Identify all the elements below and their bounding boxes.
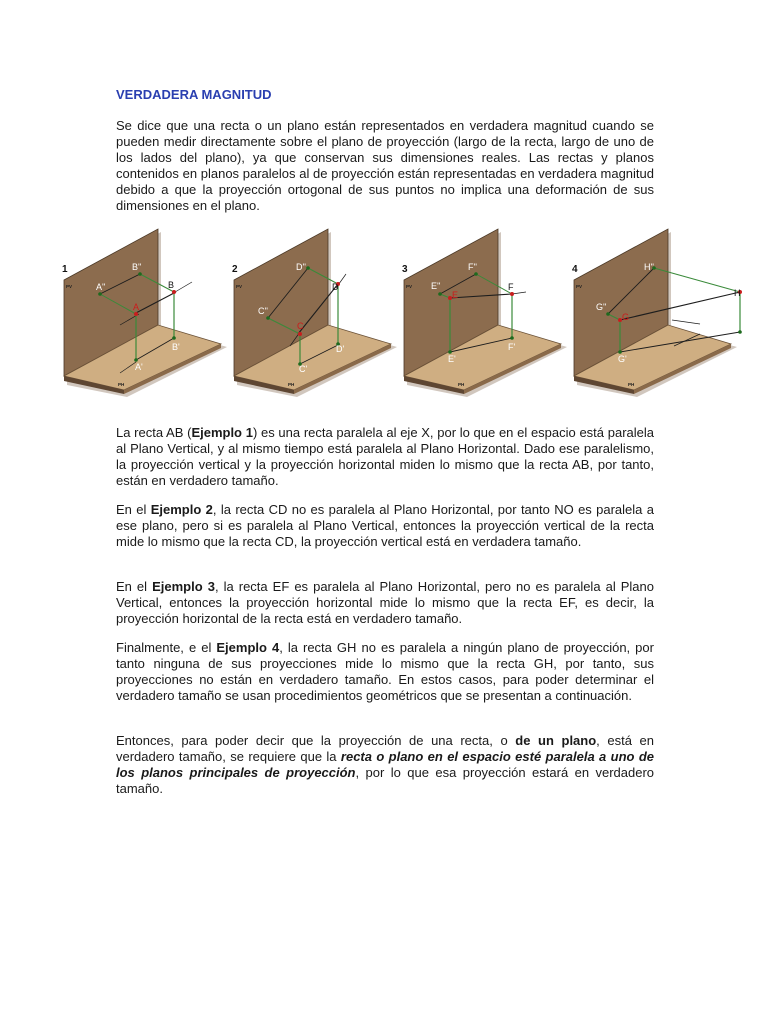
label-g-vertical: G'' (596, 302, 607, 312)
label-e-horizontal: E' (448, 354, 456, 364)
pv-label: PV (66, 284, 73, 289)
label-b-horizontal: B' (172, 342, 180, 352)
paragraph-text: En el (116, 579, 153, 594)
figure-number: 2 (232, 264, 238, 275)
pv-label: PV (236, 284, 243, 289)
pv-label: PV (576, 284, 583, 289)
intro-paragraph: Se dice que una recta o un plano están representados en verdadera magnitud cuando se pueden medir directamente sobre el plano de proyección (largo de la recta, largo de uno de los lados del plano), ya que conservan sus dimensiones reales. Las rectas y planos contenidos en planos paralelos al de proyección están representadas en verdadera magnitud debido a que la proyección ortogonal de sus puntos no implica una deformación de sus dimensiones en el plano. (116, 118, 654, 213)
figure-2-diagram (228, 222, 394, 394)
page-title: VERDADERA MAGNITUD (116, 87, 272, 102)
bold-text: Ejemplo 1 (191, 425, 253, 440)
figure-number: 1 (62, 264, 68, 275)
figure-1-diagram (58, 222, 224, 394)
bold-text: Ejemplo 4 (216, 640, 280, 655)
paragraph-text: , la recta EF es paralela al Plano Horizontal, pero no es paralela al Plano Vertical, entonces la proyección horizontal mide lo mismo que la recta EF, es decir, la proyección horizontal de la recta está en verdadero tamaño. (116, 579, 654, 626)
label-b: B (168, 280, 175, 290)
paragraph-text: , la recta GH no es paralela a ningún plano de proyección, por tanto ninguna de sus proyecciones mide lo mismo que la recta GH, por tanto, sus proyecciones no están en verdadero tamaño. En estos casos, para poder determinar el verdadero tamaño se usan procedimientos geométricos que se presentan a continuación. (116, 640, 654, 703)
paragraph-example-4 (116, 640, 654, 704)
pv-label: PV (406, 284, 413, 289)
bold-text: Ejemplo 3 (152, 579, 215, 594)
label-g-horizontal: G' (618, 354, 627, 364)
label-b-vertical: B'' (132, 262, 142, 272)
figure-number: 3 (402, 264, 408, 275)
label-c-vertical: C'' (258, 306, 268, 316)
label-f-horizontal: F' (508, 342, 516, 352)
bold-italic-text: recta o plano en el espacio esté paralela a uno de los planos principales de proyección (116, 749, 654, 780)
paragraph-text: La recta AB ( (116, 425, 192, 440)
paragraph-example-1 (116, 425, 654, 489)
figure-3-diagram (398, 222, 564, 394)
label-h: H (734, 288, 741, 298)
figure-number: 4 (572, 264, 578, 275)
bold-text: de un plano (515, 733, 597, 748)
figure-3 (398, 222, 564, 394)
paragraph-text: , la recta CD no es paralela al Plano Horizontal, por tanto NO es paralela a ese plano, pero si es paralela al Plano Vertical, entonces la proyección vertical de la recta mide lo mismo que la recta CD, la proyección vertical está en verdadera tamaño. (116, 502, 654, 549)
figures-row (58, 222, 741, 394)
bold-text: Ejemplo 2 (150, 502, 213, 517)
label-h-vertical: H'' (644, 262, 654, 272)
label-e-vertical: E'' (431, 281, 441, 291)
figure-2 (228, 222, 394, 394)
figure-1 (58, 222, 224, 394)
label-d-horizontal: D' (336, 344, 345, 354)
label-f: F (508, 282, 514, 292)
figure-4 (568, 222, 741, 394)
paragraph-text: ) es una recta paralela al eje X, por lo que en el espacio está paralela al Plano Vertical, y al mismo tiempo está paralela al Plano Horizontal. Dado ese paralelismo, la proyección vertical y la proyección horizontal miden lo mismo que la recta AB, por tanto, están en verdadero tamaño. (116, 425, 654, 488)
label-f-vertical: F'' (468, 262, 477, 272)
label-a-vertical: A'' (96, 282, 106, 292)
paragraph-text: , por lo que esa proyección estará en verdadero tamaño. (116, 765, 655, 796)
label-c-horizontal: C' (299, 364, 308, 374)
label-e: E (452, 290, 459, 300)
label-g: G (622, 312, 630, 322)
figure-4-diagram (568, 222, 741, 394)
ph-label: PH (118, 382, 125, 387)
ph-label: PH (288, 382, 295, 387)
ph-label: PH (628, 382, 635, 387)
label-c: C (297, 321, 304, 331)
label-a-horizontal: A' (135, 362, 143, 372)
paragraph-text: Finalmente, e el (116, 640, 217, 655)
ph-label: PH (458, 382, 465, 387)
paragraph-example-3 (116, 579, 654, 627)
label-a: A (133, 302, 140, 312)
label-d-vertical: D'' (296, 262, 306, 272)
paragraph-text: Entonces, para poder decir que la proyección de una recta, o (116, 733, 516, 748)
label-d: D (332, 282, 339, 292)
paragraph-conclusion (116, 733, 654, 797)
paragraph-text: , está en verdadero tamaño, se requiere que la (116, 733, 654, 764)
paragraph-text: En el (116, 502, 151, 517)
label-h-horizontal: H' (732, 338, 741, 348)
paragraph-example-2 (116, 502, 654, 550)
